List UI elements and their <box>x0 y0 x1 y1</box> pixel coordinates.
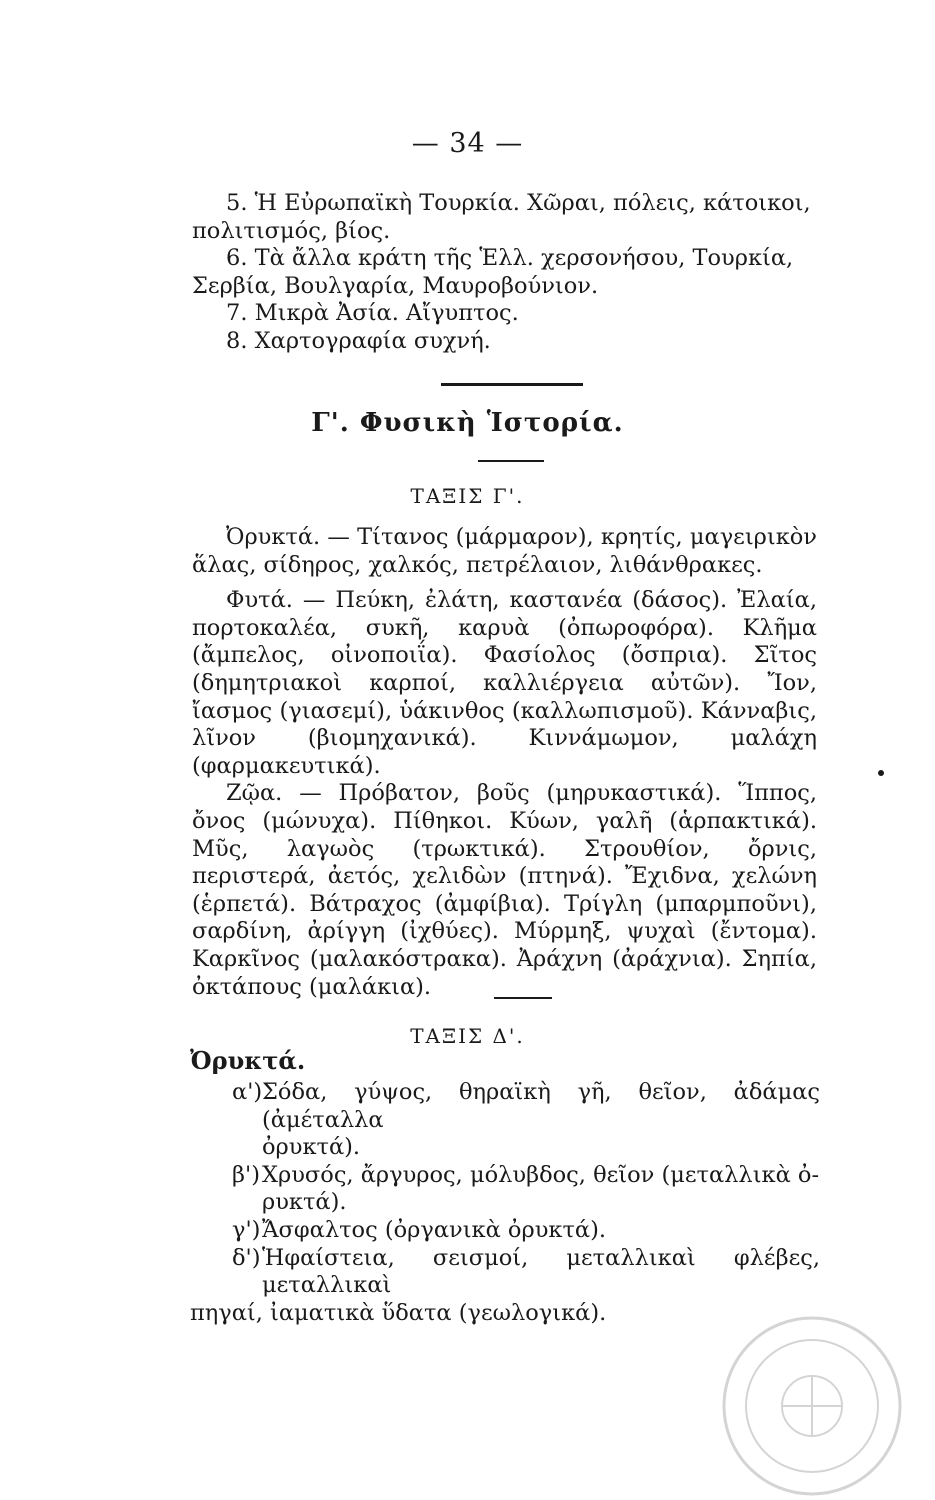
class-g-content <box>192 524 817 1001</box>
class-d-content <box>190 1046 820 1327</box>
list-line-6b: Σερβία, Βουλγαρία, Μαυροβούνιον. <box>192 272 599 299</box>
plants-text: Φυτά. — Πεύκη, ἐλάτη, καστανέα (δάσος). Ἐλαία, πορτοκαλέα, συκῆ, καρυὰ (ὀπωροφόρα). Κλῆμα (ἄμπελος, οἰνοποιΐα). Φασίολος (ὄσπρια). Σῖτος (δημητριακοὶ καρποί, καλλιέργεια αὐτῶν). Ἴον, ἴασμος (γιασεμί), ὑάκινθος (καλλωπισμοῦ). Κάνναβις, λῖνον (βιομηχανικά). Κιννάμωμον, μαλάχη (φαρμακευτικά). <box>192 587 817 779</box>
item-text: Ἄσφαλτος (ὀργανικὰ ὀρυκτά). <box>262 1216 607 1243</box>
minerals-subheading: Ὀρυκτά. <box>190 1046 306 1075</box>
library-seal-icon <box>718 1312 906 1500</box>
heading-divider <box>478 460 544 462</box>
mineral-item-d <box>190 1245 820 1300</box>
list-line-8: 8. Χαρτογραφία συχνή. <box>226 327 491 354</box>
animals-paragraph <box>192 780 817 1001</box>
section-heading: Γ'. Φυσικὴ Ἱστορία. <box>311 408 624 438</box>
mineral-item-c <box>190 1217 820 1245</box>
item-text: Χρυσός, ἄργυρος, μόλυβδος, θεῖον (μεταλλικὰ ὀ- <box>262 1161 820 1188</box>
mineral-item-b <box>190 1162 820 1190</box>
item-label: γ') <box>232 1216 261 1243</box>
class-divider <box>494 997 552 999</box>
mineral-item-a <box>190 1079 820 1134</box>
geography-list <box>192 190 817 356</box>
minerals-text: Ὀρυκτά. — Τίτανος (μάρμαρον), κρητίς, μαγειρικὸν ἅλας, σίδηρος, χαλκός, πετρέλαιον, λιθάνθρακες. <box>192 524 817 578</box>
ink-speck <box>878 770 884 776</box>
list-line-5b: πολιτισμός, βίος. <box>192 217 391 244</box>
item-continuation: ὀρυκτά). <box>262 1134 361 1161</box>
class-label-d: ΤΑΞΙΣ Δ'. <box>410 1024 525 1048</box>
item-continuation: ρυκτά). <box>262 1189 347 1216</box>
item-label: α') <box>232 1079 263 1105</box>
plants-paragraph <box>192 587 817 780</box>
list-line-7: 7. Μικρὰ Ἀσία. Αἴγυπτος. <box>226 300 519 327</box>
minerals-paragraph <box>192 524 817 579</box>
section-divider <box>441 383 583 386</box>
page-number: — 34 — <box>411 128 524 159</box>
class-label-g: ΤΑΞΙΣ Γ'. <box>410 484 525 508</box>
item-text: Σόδα, γύψος, θηραϊκὴ γῆ, θεῖον, ἀδάμας (ἀμέταλλα <box>262 1079 820 1133</box>
list-line-6a: 6. Τὰ ἄλλα κράτη τῆς Ἑλλ. χερσονήσου, Τουρκία, <box>226 245 794 272</box>
item-continuation: πηγαί, ἰαματικὰ ὕδατα (γεωλογικά). <box>190 1299 607 1326</box>
item-label: β') <box>232 1161 260 1188</box>
animals-text: Ζῷα. — Πρόβατον, βοῦς (μηρυκαστικά). Ἵππος, ὄνος (μώνυχα). Πίθηκοι. Κύων, γαλῆ (ἁρπακτικά). Μῦς, λαγωὸς (τρωκτικά). Στρουθίον, ὄρνις, περιστερά, ἀετός, χελιδὼν (πτηνά). Ἔχιδνα, χελώνη (ἑρπετά). Βάτραχος (ἀμφίβια). Τρίγλη (μπαρμποῦνι), σαρδίνη, ἀρίγγη (ἰχθύες). Μύρμηξ, ψυχαὶ (ἔντομα). Καρκῖνος (μαλακόστρακα). Ἀράχνη (ἀράχνια). Σηπία, ὀκτάπους (μαλάκια). <box>192 780 817 1000</box>
item-text: Ἡφαίστεια, σεισμοί, μεταλλικαὶ φλέβες, μεταλλικαὶ <box>262 1244 820 1299</box>
list-line-5a: 5. Ἡ Εὐρωπαϊκὴ Τουρκία. Χῶραι, πόλεις, κάτοικοι, <box>226 190 811 216</box>
item-label: δ') <box>232 1244 261 1271</box>
